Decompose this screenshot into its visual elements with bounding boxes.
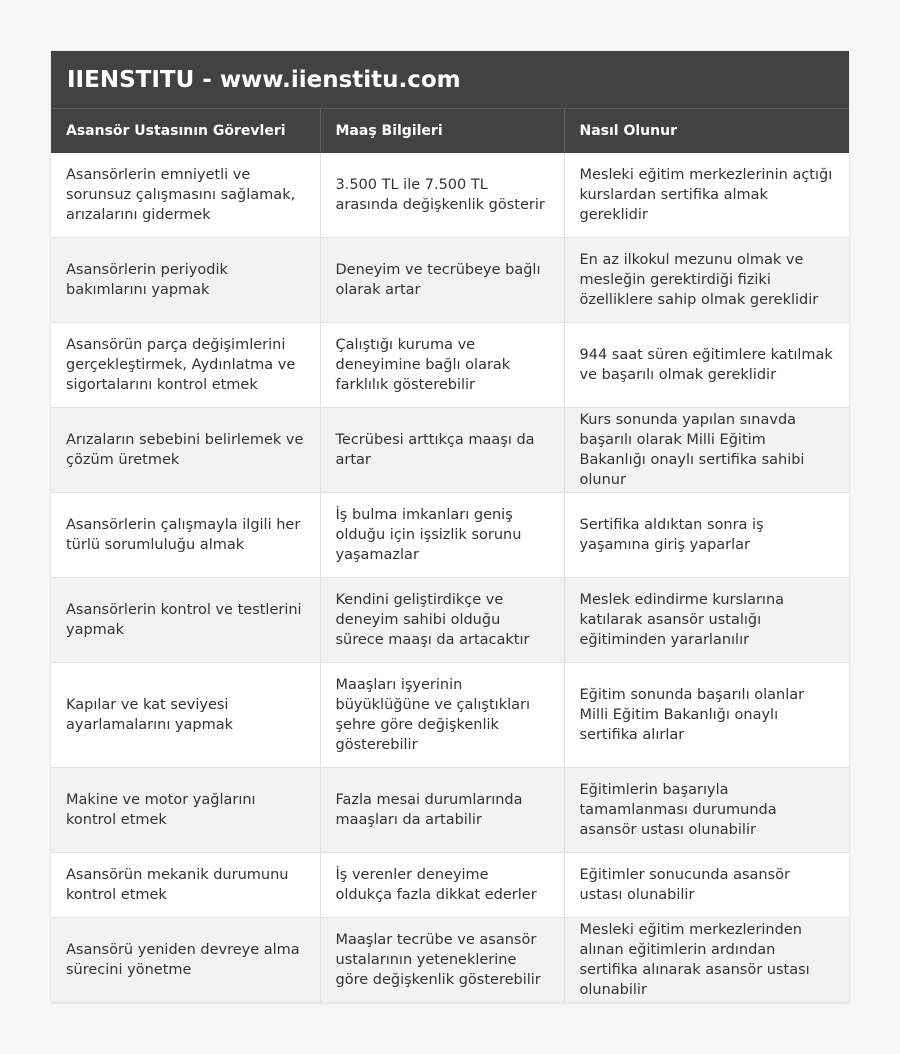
table-row bbox=[51, 853, 849, 918]
duty-cell: Kapılar ve kat seviyesi ayarlamalarını yapmak bbox=[51, 663, 320, 768]
table-row bbox=[51, 663, 849, 768]
table-row bbox=[51, 153, 849, 238]
salary-cell: İş bulma imkanları geniş olduğu için işsizlik sorunu yaşamazlar bbox=[320, 493, 564, 578]
duty-cell: Arızaların sebebini belirlemek ve çözüm üretmek bbox=[51, 408, 320, 493]
table-row bbox=[51, 493, 849, 578]
how-to-cell: Kurs sonunda yapılan sınavda başarılı olarak Milli Eğitim Bakanlığı onaylı sertifika sahibi olunur bbox=[564, 408, 849, 493]
how-to-cell: Eğitimler sonucunda asansör ustası olunabilir bbox=[564, 853, 849, 918]
table-row bbox=[51, 768, 849, 853]
table-row bbox=[51, 238, 849, 323]
duty-cell: Makine ve motor yağlarını kontrol etmek bbox=[51, 768, 320, 853]
info-card bbox=[51, 51, 849, 1003]
salary-cell: Deneyim ve tecrübeye bağlı olarak artar bbox=[320, 238, 564, 323]
table-row bbox=[51, 408, 849, 493]
duty-cell: Asansörlerin periyodik bakımlarını yapmak bbox=[51, 238, 320, 323]
column-header-how-to: Nasıl Olunur bbox=[564, 109, 849, 153]
column-header-duties: Asansör Ustasının Görevleri bbox=[51, 109, 320, 153]
how-to-cell: Mesleki eğitim merkezlerinin açtığı kurslardan sertifika almak gereklidir bbox=[564, 153, 849, 238]
salary-cell: Çalıştığı kuruma ve deneyimine bağlı olarak farklılık gösterebilir bbox=[320, 323, 564, 408]
site-title: IIENSTITU - www.iienstitu.com bbox=[51, 51, 849, 108]
duty-cell: Asansörün mekanik durumunu kontrol etmek bbox=[51, 853, 320, 918]
how-to-cell: Eğitim sonunda başarılı olanlar Milli Eğitim Bakanlığı onaylı sertifika alırlar bbox=[564, 663, 849, 768]
career-table bbox=[51, 108, 849, 1003]
duty-cell: Asansörlerin çalışmayla ilgili her türlü sorumluluğu almak bbox=[51, 493, 320, 578]
duty-cell: Asansörlerin kontrol ve testlerini yapmak bbox=[51, 578, 320, 663]
how-to-cell: Sertifika aldıktan sonra iş yaşamına giriş yaparlar bbox=[564, 493, 849, 578]
salary-cell: 3.500 TL ile 7.500 TL arasında değişkenlik gösterir bbox=[320, 153, 564, 238]
table-header-row bbox=[51, 109, 849, 153]
salary-cell: Kendini geliştirdikçe ve deneyim sahibi olduğu sürece maaşı da artacaktır bbox=[320, 578, 564, 663]
how-to-cell: En az ilkokul mezunu olmak ve mesleğin gerektirdiği fiziki özelliklere sahip olmak gereklidir bbox=[564, 238, 849, 323]
how-to-cell: Eğitimlerin başarıyla tamamlanması durumunda asansör ustası olunabilir bbox=[564, 768, 849, 853]
how-to-cell: Mesleki eğitim merkezlerinden alınan eğitimlerin ardından sertifika alınarak asansör ustası olunabilir bbox=[564, 918, 849, 1003]
duty-cell: Asansörü yeniden devreye alma sürecini yönetme bbox=[51, 918, 320, 1003]
salary-cell: İş verenler deneyime oldukça fazla dikkat ederler bbox=[320, 853, 564, 918]
table-row bbox=[51, 918, 849, 1003]
column-header-salary: Maaş Bilgileri bbox=[320, 109, 564, 153]
salary-cell: Fazla mesai durumlarında maaşları da artabilir bbox=[320, 768, 564, 853]
how-to-cell: 944 saat süren eğitimlere katılmak ve başarılı olmak gereklidir bbox=[564, 323, 849, 408]
salary-cell: Maaşları işyerinin büyüklüğüne ve çalıştıkları şehre göre değişkenlik gösterebilir bbox=[320, 663, 564, 768]
salary-cell: Maaşlar tecrübe ve asansör ustalarının yeteneklerine göre değişkenlik gösterebilir bbox=[320, 918, 564, 1003]
table-row bbox=[51, 578, 849, 663]
duty-cell: Asansörlerin emniyetli ve sorunsuz çalışmasını sağlamak, arızalarını gidermek bbox=[51, 153, 320, 238]
how-to-cell: Meslek edindirme kurslarına katılarak asansör ustalığı eğitiminden yararlanılır bbox=[564, 578, 849, 663]
salary-cell: Tecrübesi arttıkça maaşı da artar bbox=[320, 408, 564, 493]
table-row bbox=[51, 323, 849, 408]
duty-cell: Asansörün parça değişimlerini gerçekleştirmek, Aydınlatma ve sigortalarını kontrol etmek bbox=[51, 323, 320, 408]
